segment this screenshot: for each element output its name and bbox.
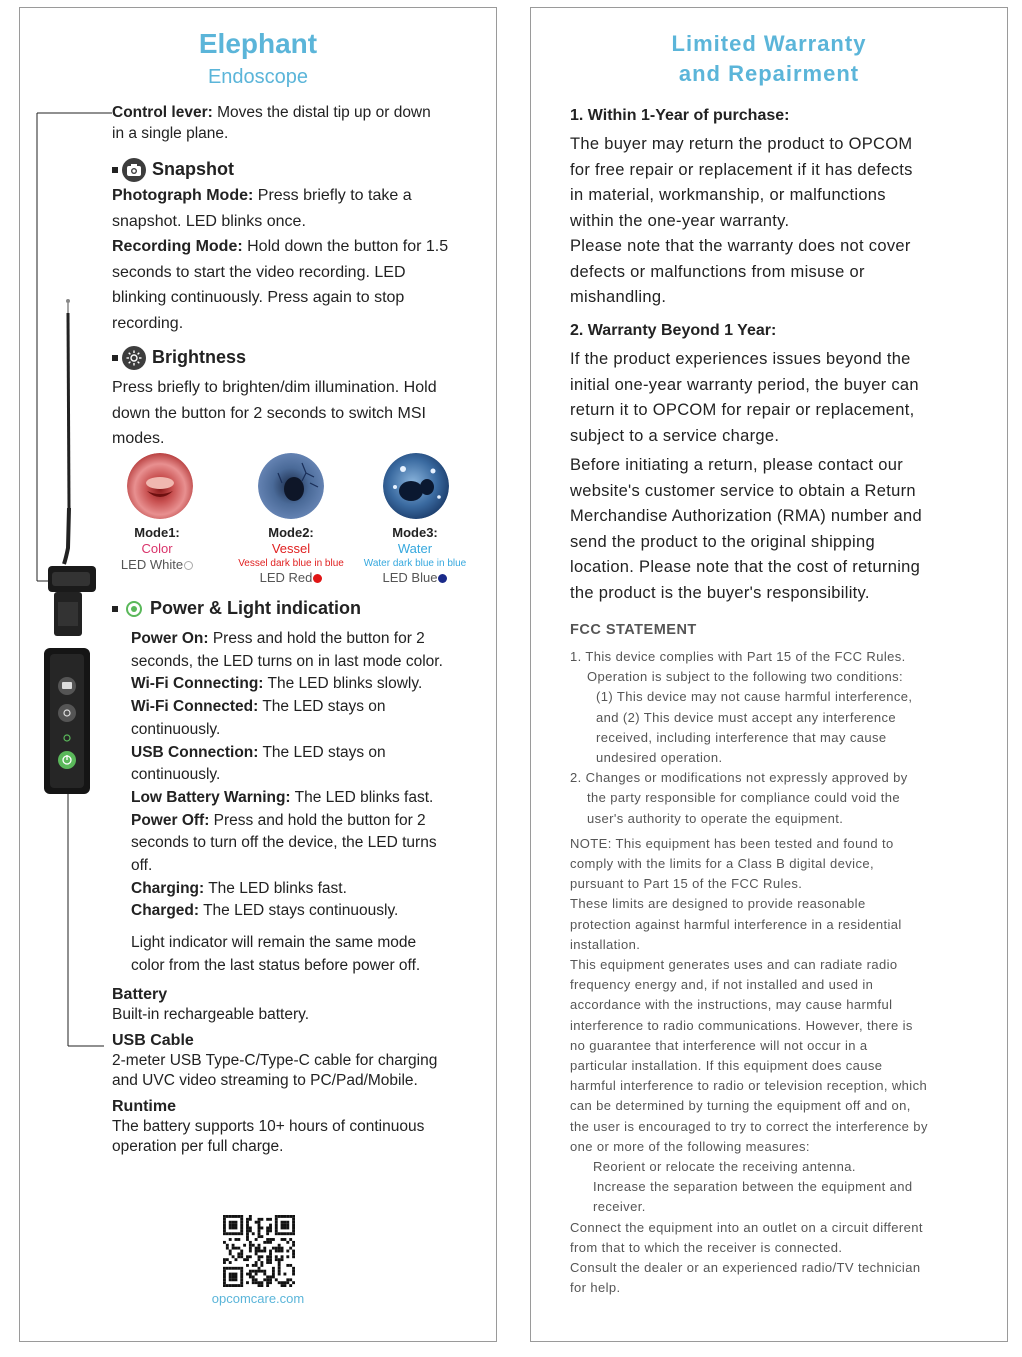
power-item-text: Press and hold the button for 2 bbox=[208, 630, 425, 647]
section2-line: Before initiating a return, please contact our bbox=[570, 456, 903, 474]
power-item-text: The LED blinks slowly. bbox=[263, 675, 423, 693]
mode-sub: Water bbox=[397, 541, 433, 556]
page-title: Elephant bbox=[198, 28, 318, 59]
section1-line: mishandling. bbox=[570, 288, 667, 306]
power-item-label: Wi-Fi Connecting: bbox=[131, 675, 264, 693]
mode1-image bbox=[127, 453, 193, 519]
fcc-line: (1) This device may not cause harmful interference, bbox=[596, 689, 913, 705]
fcc-line: for help. bbox=[570, 1280, 621, 1296]
power-item-label: Power On: bbox=[131, 630, 209, 647]
power-item-label: Low Battery Warning: bbox=[131, 788, 291, 806]
power-item bbox=[131, 742, 491, 787]
section1-line: The buyer may return the product to OPCOM bbox=[570, 135, 913, 153]
qr-code[interactable] bbox=[223, 1215, 295, 1287]
fcc-line: particular installation. If this equipment does cause bbox=[570, 1058, 883, 1074]
section2-line: send the product to the original shipping bbox=[570, 532, 875, 551]
battery-text: Built-in rechargeable battery. bbox=[112, 1006, 310, 1023]
power-item-label: Charging: bbox=[131, 879, 205, 897]
mode-name: Mode3: bbox=[392, 525, 438, 540]
brightness-heading bbox=[112, 346, 246, 370]
section2-line: initial one-year warranty period, the buyer can bbox=[570, 375, 919, 394]
section2-line: Merchandise Authorization (RMA) number and bbox=[570, 507, 922, 525]
mode-sub: Color bbox=[141, 541, 173, 556]
led-blue-icon bbox=[438, 574, 447, 583]
fcc-line: frequency energy and, if not installed and used in bbox=[570, 977, 874, 993]
battery-section bbox=[112, 985, 492, 1025]
power-item bbox=[131, 900, 491, 923]
power-heading bbox=[112, 598, 361, 619]
brightness-text bbox=[112, 375, 492, 452]
fcc-line: These limits are designed to provide reasonable bbox=[570, 896, 866, 912]
section1-line: within the one-year warranty. bbox=[570, 211, 790, 230]
mode3-label bbox=[345, 525, 485, 586]
section1-line: Please note that the warranty does not cover bbox=[570, 237, 911, 255]
fcc-line: accordance with the instructions, may cause harmful bbox=[570, 997, 893, 1013]
recording-mode-line: blinking continuously. Press again to stop bbox=[112, 289, 405, 306]
usb-heading: USB Cable bbox=[112, 1032, 194, 1049]
section2-line: the product is the buyer's responsibility. bbox=[570, 583, 870, 602]
mode-led-text: LED White bbox=[120, 557, 184, 572]
power-item bbox=[131, 673, 491, 696]
power-item bbox=[131, 787, 491, 810]
fcc-line: interference to radio communications. However, there is bbox=[570, 1017, 913, 1033]
mode3-image bbox=[383, 453, 449, 519]
control-lever-label: Control lever: bbox=[112, 104, 213, 121]
section1-text bbox=[570, 132, 1000, 311]
usb-section bbox=[112, 1031, 492, 1091]
fcc-line: can be determined by turning the equipment off and on, bbox=[570, 1098, 911, 1114]
section2-text2 bbox=[570, 453, 1000, 606]
power-item-label: Wi-Fi Connected: bbox=[131, 698, 259, 716]
left-panel bbox=[19, 7, 497, 1342]
section2-line: return it to OPCOM for repair or replacement, bbox=[570, 401, 915, 419]
power-item-label: USB Connection: bbox=[131, 743, 259, 761]
fcc-line: pursuant to Part 15 of the FCC Rules. bbox=[570, 876, 803, 892]
recording-mode-text: Hold down the button for 1.5 bbox=[247, 238, 449, 255]
warranty-title-line2: and Repairment bbox=[678, 61, 860, 86]
battery-heading: Battery bbox=[112, 986, 168, 1003]
power-item-text: The LED stays continuously. bbox=[199, 902, 399, 920]
mode-sub: Vessel bbox=[271, 541, 311, 556]
power-note-line: color from the last status before power off. bbox=[131, 956, 421, 974]
fcc-line: Reorient or relocate the receiving antenna. bbox=[593, 1159, 856, 1175]
control-lever-desc: Moves the distal tip up or down bbox=[217, 104, 431, 121]
fcc-line: the party responsible for compliance could void the bbox=[587, 790, 901, 806]
photo-mode-text2: snapshot. LED blinks once. bbox=[112, 212, 306, 230]
section2-line: subject to a service charge. bbox=[570, 426, 780, 445]
power-item bbox=[131, 628, 491, 673]
mode-led-text: LED Red bbox=[259, 570, 313, 585]
fcc-line: undesired operation. bbox=[596, 750, 723, 766]
fcc-line: NOTE: This equipment has been tested and found to bbox=[570, 835, 894, 851]
power-item-text: Press and hold the button for 2 bbox=[209, 811, 426, 829]
endoscope-device-image bbox=[20, 88, 120, 1088]
led-red-icon bbox=[313, 574, 322, 583]
power-item-cont: seconds, the LED turns on in last mode color. bbox=[131, 652, 443, 670]
power-note bbox=[131, 932, 491, 977]
brightness-line: modes. bbox=[112, 430, 165, 447]
right-panel bbox=[530, 7, 1008, 1342]
section2-text bbox=[570, 347, 1000, 449]
runtime-line: The battery supports 10+ hours of continuous bbox=[112, 1118, 425, 1135]
fcc-line: from that to which the receiver is connected. bbox=[570, 1239, 843, 1255]
recording-mode-line: recording. bbox=[112, 314, 184, 332]
mode-name: Mode1: bbox=[134, 525, 180, 540]
control-lever-text bbox=[112, 103, 492, 144]
mode-led bbox=[345, 570, 485, 586]
fcc-line: no guarantee that interference will not occur in a bbox=[570, 1037, 868, 1053]
photo-mode-label: Photograph Mode: bbox=[112, 187, 254, 204]
fcc-line: Connect the equipment into an outlet on a circuit different bbox=[570, 1219, 923, 1235]
fcc-line: protection against harmful interference in a residential bbox=[570, 916, 902, 932]
section1-line: defects or malfunctions from misuse or bbox=[570, 262, 865, 281]
power-item-label: Power Off: bbox=[131, 811, 210, 829]
section2-line: location. Please note that the cost of returning bbox=[570, 558, 921, 576]
snapshot-heading bbox=[112, 158, 234, 182]
camera-icon bbox=[122, 158, 146, 182]
runtime-heading: Runtime bbox=[112, 1098, 176, 1115]
mode-led-text: LED Blue bbox=[382, 570, 438, 585]
power-item-text: The LED stays on bbox=[258, 743, 386, 761]
power-item-label: Charged: bbox=[131, 902, 200, 920]
power-item bbox=[131, 810, 491, 878]
section1-heading: 1. Within 1-Year of purchase: bbox=[570, 107, 790, 124]
section1-line: for free repair or replacement if it has defects bbox=[570, 160, 913, 179]
power-item-cont: continuously. bbox=[131, 720, 221, 738]
runtime-section bbox=[112, 1097, 492, 1157]
fcc-line: comply with the limits for a Class B digital device, bbox=[570, 856, 875, 872]
section2-line: website's customer service to obtain a Return bbox=[570, 481, 916, 500]
power-item-cont: off. bbox=[131, 857, 153, 875]
recording-mode-line: seconds to start the video recording. LED bbox=[112, 263, 406, 281]
brightness-line: Press briefly to brighten/dim illumination. Hold bbox=[112, 379, 437, 396]
power-note-line: Light indicator will remain the same mode bbox=[131, 934, 417, 951]
usb-line: 2-meter USB Type-C/Type-C cable for charging bbox=[112, 1052, 438, 1069]
mode-name: Mode2: bbox=[268, 525, 314, 540]
photo-mode-text: Press briefly to take a bbox=[257, 187, 412, 204]
sun-icon bbox=[122, 346, 146, 370]
recording-mode-label: Recording Mode: bbox=[112, 238, 243, 255]
led-white-icon bbox=[184, 561, 193, 570]
snapshot-text bbox=[112, 183, 492, 336]
page-subtitle: Endoscope bbox=[207, 66, 309, 88]
fcc-line: receiver. bbox=[593, 1199, 646, 1215]
power-heading-text: Power & Light indication bbox=[150, 598, 361, 618]
fcc-line: Consult the dealer or an experienced radio/TV technician bbox=[570, 1260, 921, 1276]
section1-line: in material, workmanship, or malfunctions bbox=[570, 186, 886, 204]
power-item-text: The LED blinks fast. bbox=[204, 879, 347, 897]
warranty-title-line1: Limited Warranty bbox=[671, 31, 867, 56]
fcc-line: This equipment generates uses and can radiate radio bbox=[570, 957, 898, 973]
fcc-line: user's authority to operate the equipment. bbox=[587, 810, 844, 826]
mode-led bbox=[216, 570, 366, 586]
fcc-line: harmful interference to radio or television reception, which bbox=[570, 1078, 928, 1094]
fcc-heading: FCC STATEMENT bbox=[570, 622, 697, 638]
power-item-cont: seconds to turn off the device, the LED turns bbox=[131, 834, 437, 852]
fcc-line: Increase the separation between the equipment and bbox=[593, 1179, 913, 1195]
fcc-line: the user is encouraged to try to correct the interference by bbox=[570, 1118, 928, 1134]
brightness-line: down the button for 2 seconds to switch MSI bbox=[112, 404, 426, 422]
power-item-text: The LED stays on bbox=[258, 698, 386, 716]
fcc-line: Operation is subject to the following two conditions: bbox=[587, 669, 904, 685]
fcc-line: installation. bbox=[570, 936, 641, 952]
snapshot-heading-text: Snapshot bbox=[152, 158, 235, 179]
section2-line: If the product experiences issues beyond the bbox=[570, 350, 911, 368]
fcc-line: 2. Changes or modifications not expressly approved by bbox=[570, 770, 908, 786]
fcc-line: received, including interference that may cause bbox=[596, 729, 887, 745]
power-item-text: The LED blinks fast. bbox=[290, 788, 434, 806]
fcc-line: and (2) This device must accept any interference bbox=[596, 709, 897, 725]
control-lever-desc2: in a single plane. bbox=[112, 124, 229, 142]
runtime-line: operation per full charge. bbox=[112, 1138, 284, 1155]
mode-desc: Water dark blue in blue bbox=[363, 558, 467, 569]
website-link[interactable]: opcomcare.com bbox=[211, 1291, 305, 1306]
fcc-text bbox=[570, 647, 1000, 1299]
mode2-image bbox=[258, 453, 324, 519]
mode-desc: Vessel dark blue in blue bbox=[238, 558, 344, 569]
fcc-line: 1. This device complies with Part 15 of the FCC Rules. bbox=[570, 649, 906, 664]
fcc-line: one or more of the following measures: bbox=[570, 1138, 810, 1154]
power-list bbox=[131, 628, 491, 923]
power-item bbox=[131, 878, 491, 901]
power-item-cont: continuously. bbox=[131, 766, 221, 784]
section2-heading: 2. Warranty Beyond 1 Year: bbox=[570, 322, 777, 339]
power-item bbox=[131, 696, 491, 741]
brightness-heading-text: Brightness bbox=[152, 346, 247, 367]
mode2-label bbox=[216, 525, 366, 586]
power-led-icon bbox=[126, 601, 142, 617]
usb-line: and UVC video streaming to PC/Pad/Mobile. bbox=[112, 1072, 418, 1089]
